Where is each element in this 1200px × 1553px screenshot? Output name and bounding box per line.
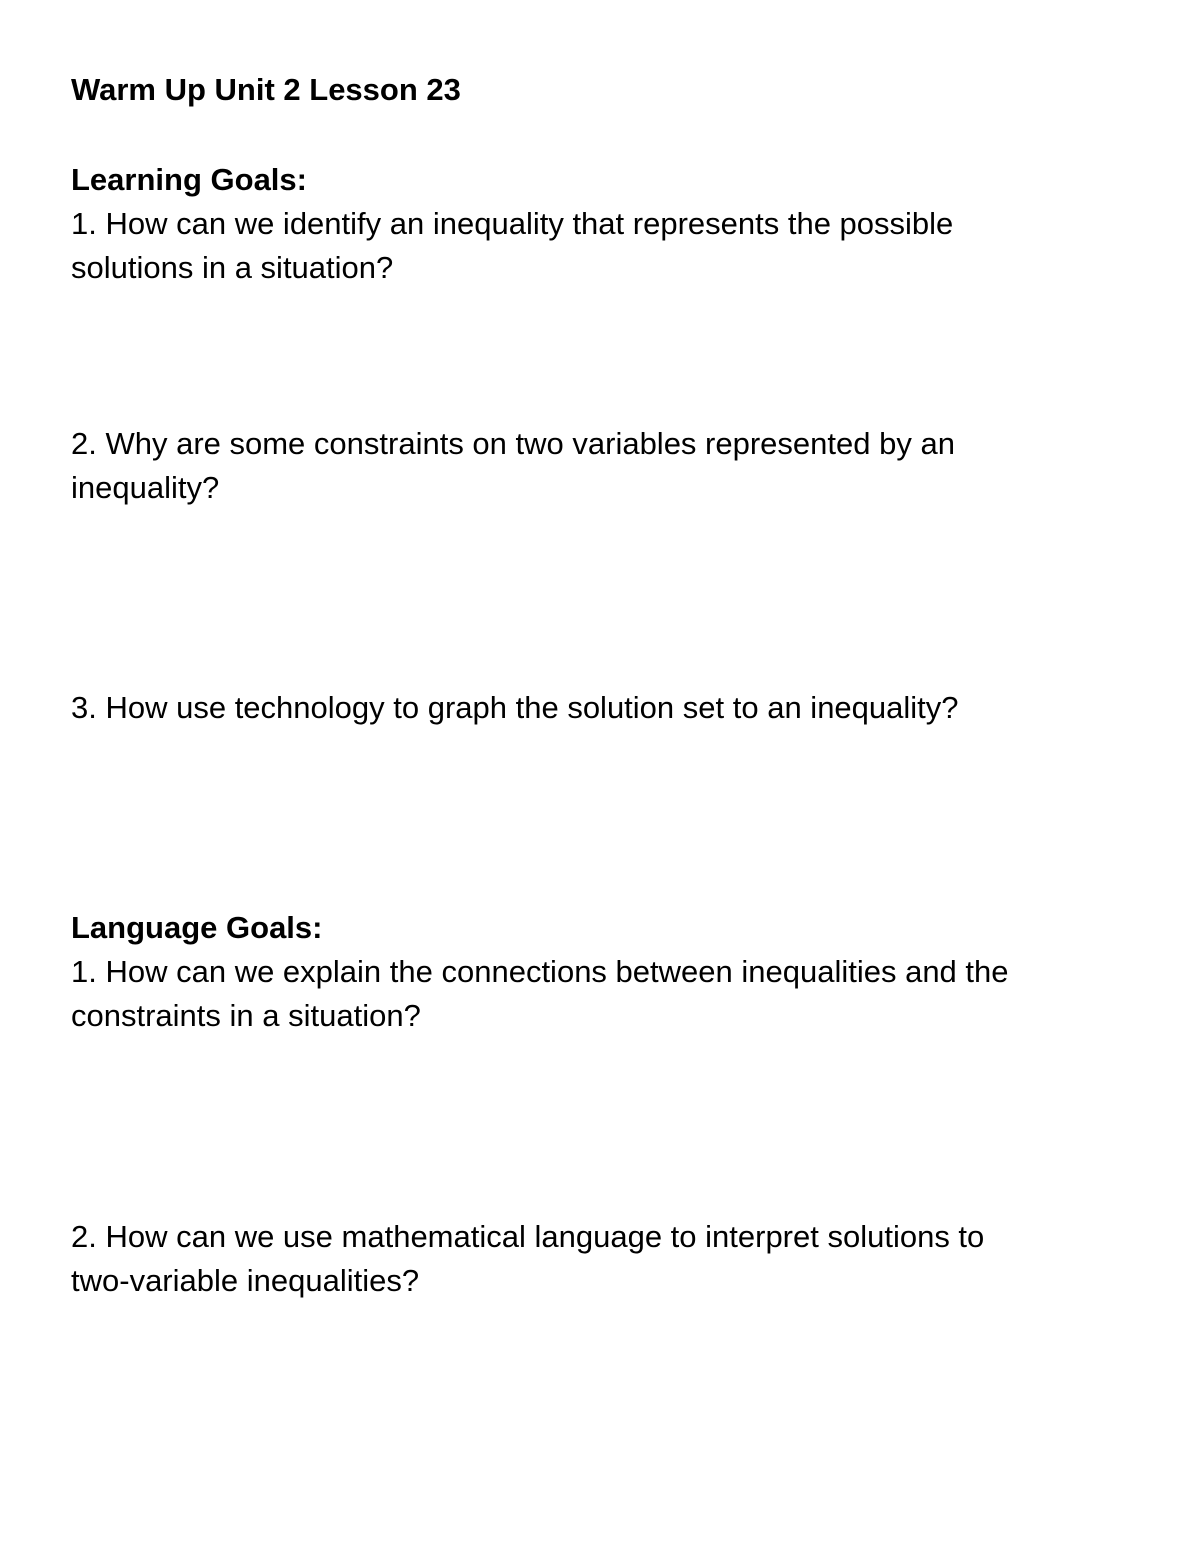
language-goal-line: two-variable inequalities? [71, 1263, 420, 1298]
learning-goal-line: 1. How can we identify an inequality that represents the possible [71, 206, 954, 241]
language-goal-line: 1. How can we explain the connections between inequalities and the [71, 954, 1009, 989]
language-goal-item [71, 1215, 1131, 1303]
learning-goals-heading: Learning Goals: [71, 162, 307, 197]
language-goals-heading: Language Goals: [71, 910, 323, 945]
learning-goal-line: 3. How use technology to graph the solution set to an inequality? [71, 690, 959, 725]
learning-goal-item [71, 686, 1131, 730]
learning-goal-item [71, 202, 1131, 290]
learning-goal-line: solutions in a situation? [71, 250, 394, 285]
learning-goal-line: 2. Why are some constraints on two variables represented by an [71, 426, 955, 461]
learning-goal-item [71, 422, 1131, 510]
learning-goal-line: inequality? [71, 470, 220, 505]
language-goal-item [71, 950, 1131, 1038]
document-title: Warm Up Unit 2 Lesson 23 [71, 72, 461, 107]
language-goal-line: constraints in a situation? [71, 998, 421, 1033]
language-goal-line: 2. How can we use mathematical language to interpret solutions to [71, 1219, 985, 1254]
